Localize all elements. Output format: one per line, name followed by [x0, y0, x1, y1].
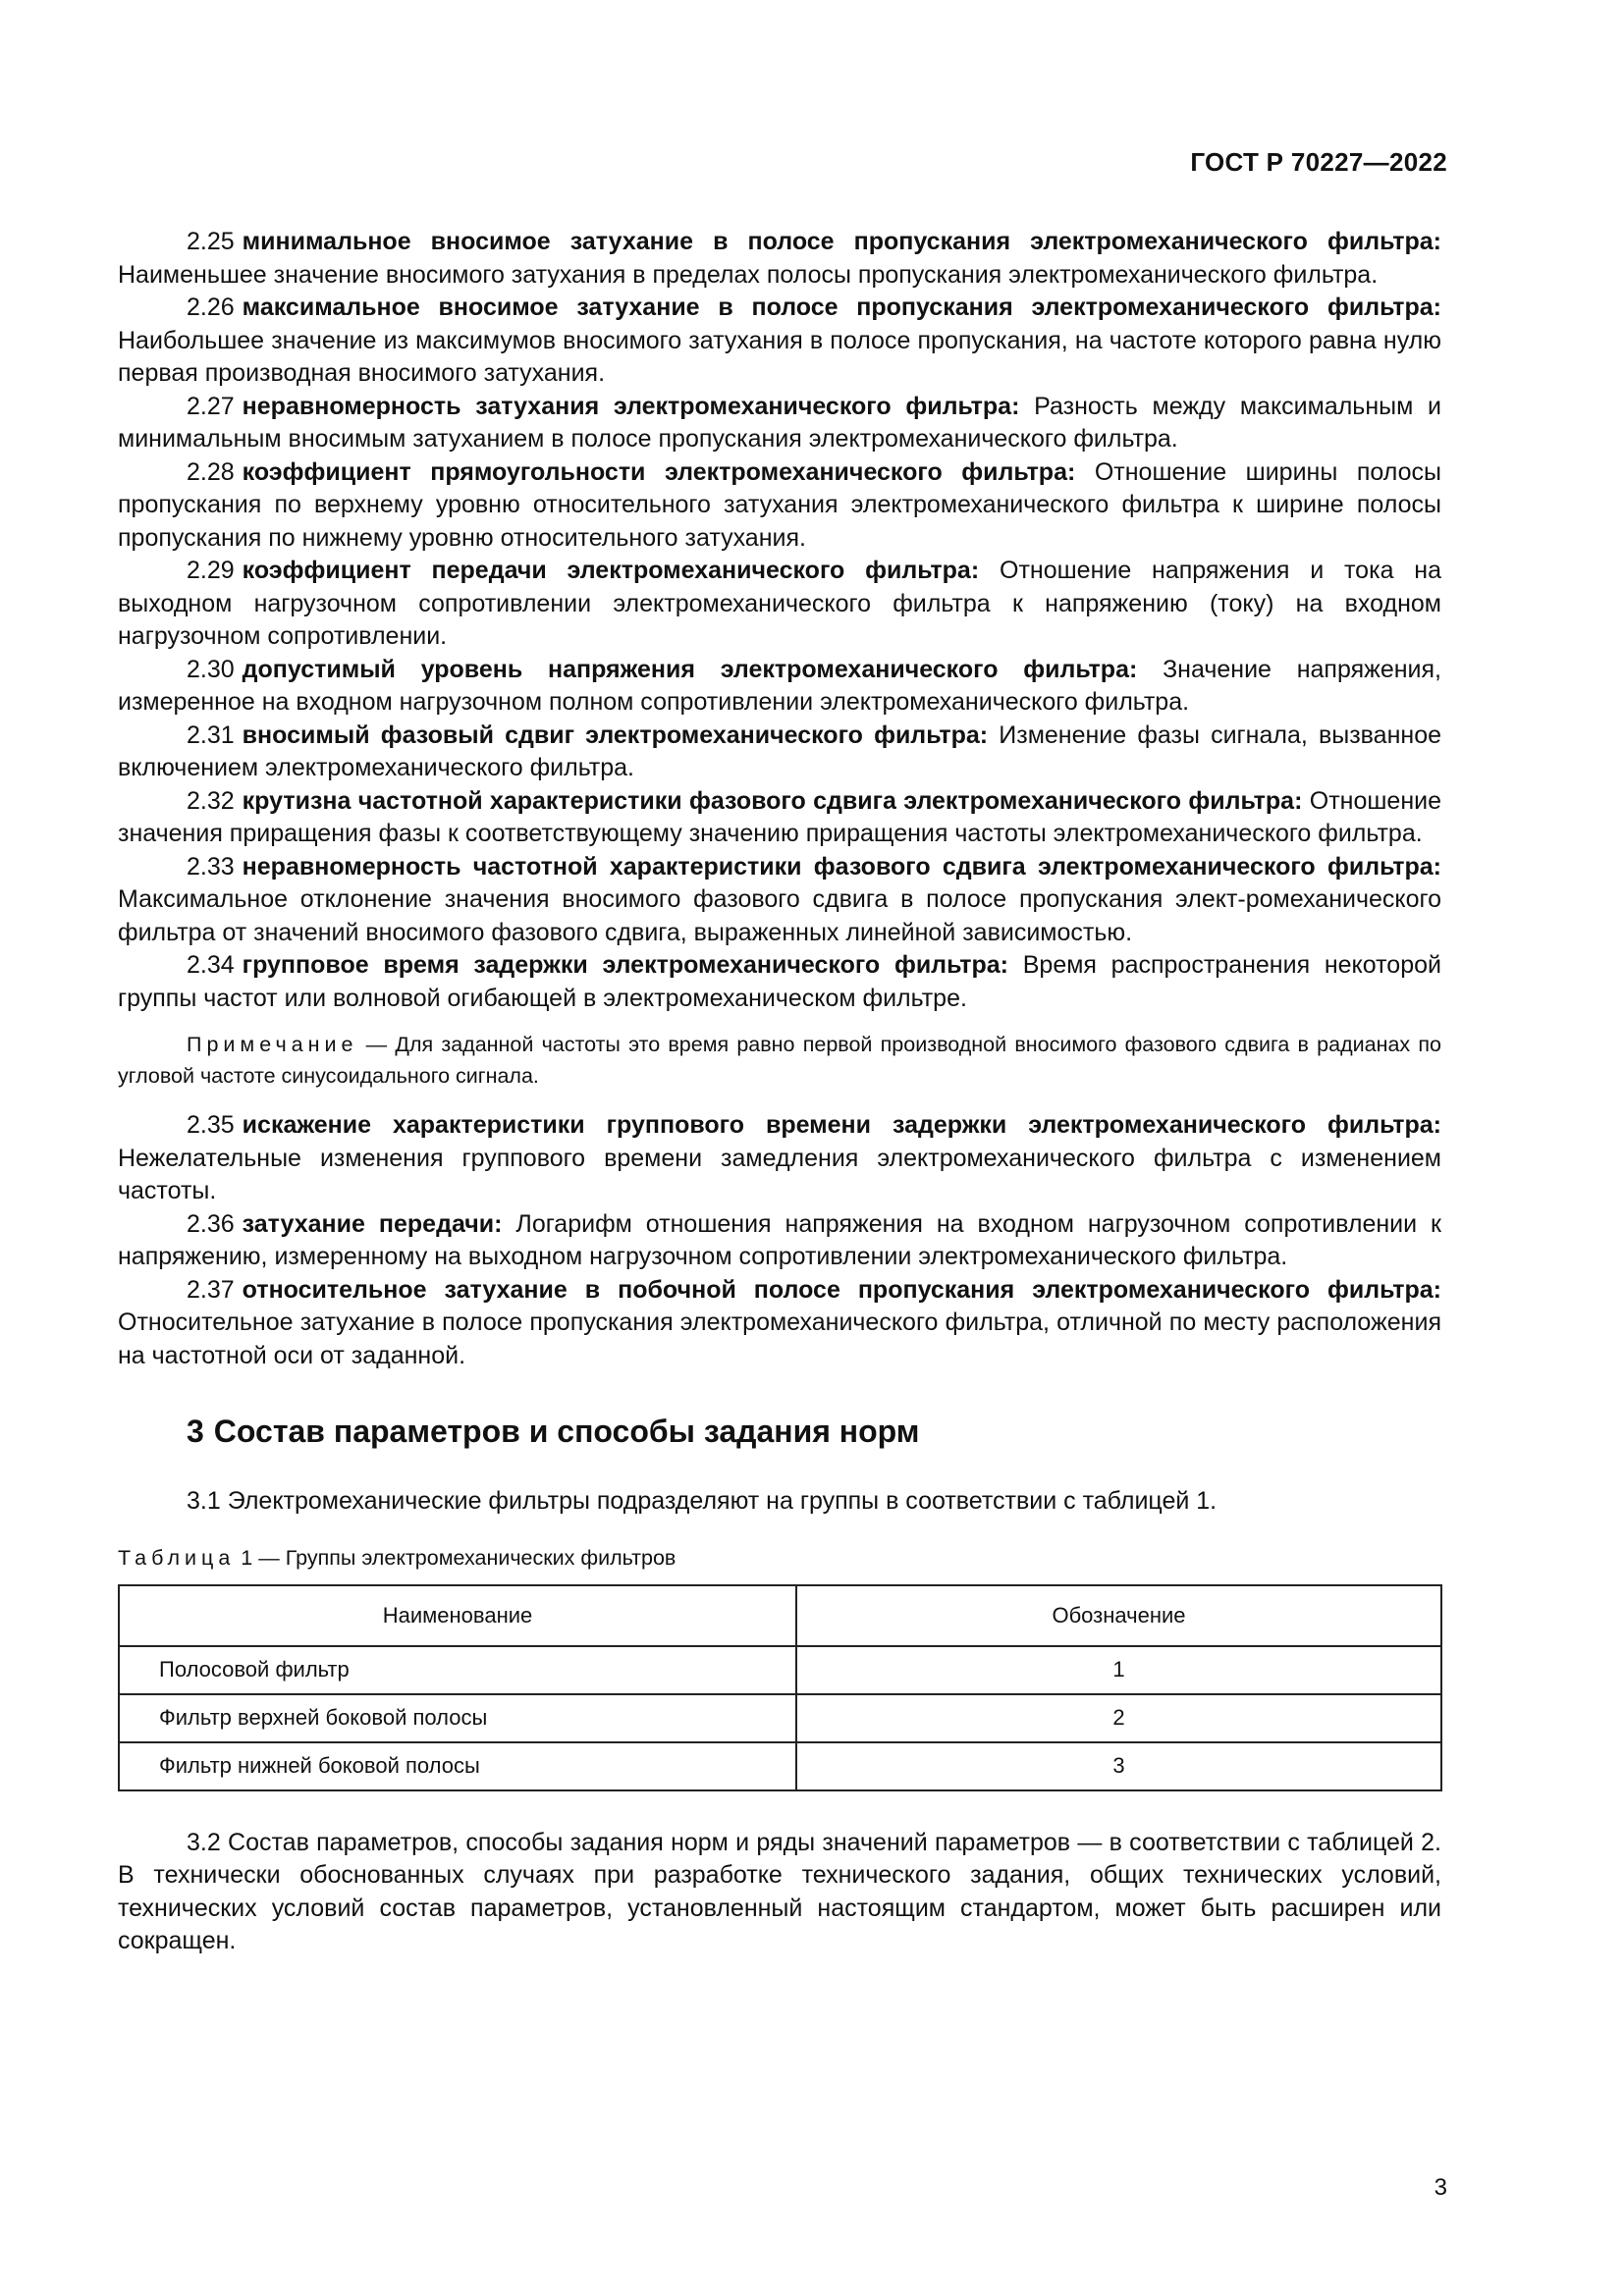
definition-2-28 [118, 456, 1441, 556]
filter-groups-table [118, 1584, 1442, 1791]
section-heading [187, 1414, 1441, 1450]
paragraph-3-1: 3.1 Электромеханические фильтры подразделяют на группы в соответствии с таблицей 1. [187, 1487, 1218, 1515]
definition-2-35 [118, 1109, 1441, 1208]
table-caption-label: Таблица [118, 1545, 236, 1570]
table-cell-name: Полосовой фильтр [119, 1646, 796, 1694]
definition-text: Разность между максимальным и минимальным вносимым затуханием в полосе пропускания электромеханического фильтра. [118, 392, 1441, 453]
section-number: 3 [187, 1414, 204, 1449]
definition-list-continued [118, 1109, 1441, 1372]
definition-2-31 [118, 720, 1441, 785]
document-header: ГОСТ Р 70227—2022 [1190, 147, 1447, 177]
definition-text: Изменение фазы сигнала, вызванное включением электромеханического фильтра. [118, 721, 1441, 781]
definition-text: Значение напряжения, измеренное на входном нагрузочном полном сопротивлении электромеханического фильтра. [118, 655, 1441, 716]
table-cell-code: 1 [796, 1646, 1441, 1694]
table-row [119, 1646, 1441, 1694]
definition-text: Отношение ширины полосы пропускания по верхнему уровню относительного затухания электромеханического фильтра к ширине полосы пропускания по нижнему уровню относительного затухания. [118, 457, 1441, 552]
definition-2-34 [118, 949, 1441, 1015]
table-cell-code: 3 [796, 1742, 1441, 1790]
definition-number: 2.36 [187, 1209, 235, 1238]
section-title: Состав параметров и способы задания норм [213, 1414, 920, 1449]
definition-text: Время распространения некоторой группы частот или волновой огибающей в электромеханическом фильтре. [118, 951, 1441, 1012]
definition-text: Наименьшее значение вносимого затухания в пределах полосы пропускания электромеханического фильтра. [118, 260, 1379, 289]
definition-2-25 [118, 226, 1441, 292]
table-row [119, 1694, 1441, 1742]
definition-2-26 [118, 292, 1441, 391]
definition-term: неравномерность частотной характеристики фазового сдвига электромеханического фильтра: [242, 852, 1441, 881]
definition-number: 2.26 [187, 294, 235, 321]
table-cell-name: Фильтр верхней боковой полосы [119, 1694, 796, 1742]
note-text: — Для заданной частоты это время равно первой производной вносимого фазового сдвига в радианах по угловой частоте синусоидального сигнала. [118, 1033, 1441, 1088]
table-caption [118, 1546, 1441, 1571]
definition-term: крутизна частотной характеристики фазового сдвига электромеханического фильтра: [242, 786, 1303, 815]
definition-2-32 [118, 785, 1441, 851]
definition-2-29 [118, 555, 1441, 654]
definition-number: 2.35 [187, 1111, 235, 1139]
definition-term: коэффициент прямоугольности электромеханического фильтра: [242, 457, 1076, 486]
definition-number: 2.37 [187, 1275, 235, 1304]
definition-number: 2.34 [187, 951, 235, 979]
table-row [119, 1742, 1441, 1790]
definition-term: максимальное вносимое затухание в полосе пропускания электромеханического фильтра: [242, 294, 1441, 321]
table-caption-text: 1 — Группы электромеханических фильтров [241, 1545, 677, 1570]
table-header-name: Наименование [119, 1585, 796, 1646]
definition-number: 2.32 [187, 786, 235, 815]
definition-text: Отношение значения приращения фазы к соответствующему значению приращения частоты электромеханического фильтра. [118, 786, 1441, 847]
definition-2-37 [118, 1274, 1441, 1373]
definition-text: Логарифм отношения напряжения на входном нагрузочном сопротивлении к напряжению, измеренному на выходном нагрузочном сопротивлении электромеханического фильтра. [118, 1209, 1441, 1270]
note [118, 1029, 1441, 1092]
definition-term: искажение характеристики группового времени задержки электромеханического фильтра: [242, 1111, 1441, 1139]
paragraph-3-2: 3.2 Состав параметров, способы задания норм и ряды значений параметров — в соответствии с таблицей 2. В технически обоснованных случаях при разработке технического задания, общих технических условий, технических условий состав параметров, установленный настоящим стандартом, может быть расширен или сокращен. [118, 1828, 1441, 1954]
table-cell-name: Фильтр нижней боковой полосы [119, 1742, 796, 1790]
definition-number: 2.25 [187, 228, 235, 255]
definition-term: неравномерность затухания электромеханического фильтра: [242, 392, 1020, 420]
page-number: 3 [1434, 2174, 1447, 2201]
definition-2-27 [118, 391, 1441, 456]
definition-2-36 [118, 1208, 1441, 1274]
definition-text: Максимальное отклонение значения вносимого фазового сдвига в полосе пропускания элект-ромеханического фильтра от значений вносимого фазового сдвига, выраженных линейной зависимостью. [118, 885, 1441, 946]
definition-number: 2.28 [187, 457, 235, 486]
definition-number: 2.31 [187, 721, 235, 749]
table-header-row [119, 1585, 1441, 1646]
definition-list [118, 226, 1441, 1015]
definition-term: допустимый уровень напряжения электромеханического фильтра: [242, 655, 1138, 683]
note-label: Примечание [187, 1033, 358, 1056]
definition-term: вносимый фазовый сдвиг электромеханического фильтра: [242, 721, 989, 749]
definition-term: относительное затухание в побочной полосе пропускания электромеханического фильтра: [242, 1275, 1441, 1304]
definition-term: групповое время задержки электромеханического фильтра: [242, 951, 1008, 979]
definition-text: Нежелательные изменения группового времени замедления электромеханического фильтра с изменением частоты. [118, 1144, 1441, 1204]
definition-text: Отношение напряжения и тока на выходном нагрузочном сопротивлении электромеханического фильтра к напряжению (току) на входном нагрузочном сопротивлении. [118, 557, 1441, 650]
definition-term: затухание передачи: [242, 1209, 503, 1238]
table-cell-code: 2 [796, 1694, 1441, 1742]
definition-number: 2.30 [187, 655, 235, 683]
definition-number: 2.29 [187, 557, 235, 584]
definition-term: коэффициент передачи электромеханического фильтра: [242, 557, 980, 584]
definition-2-30 [118, 654, 1441, 720]
definition-2-33 [118, 851, 1441, 950]
definition-number: 2.27 [187, 392, 235, 420]
table-header-code: Обозначение [796, 1585, 1441, 1646]
definition-text: Наибольшее значение из максимумов вносимого затухания в полосе пропускания, на частоте которого равна нулю первая производная вносимого затухания. [118, 326, 1441, 387]
page-content [118, 226, 1441, 1958]
definition-term: минимальное вносимое затухание в полосе пропускания электромеханического фильтра: [242, 228, 1441, 255]
definition-number: 2.33 [187, 852, 235, 881]
definition-text: Относительное затухание в полосе пропускания электромеханического фильтра, отличной по месту расположения на частотной оси от заданной. [118, 1308, 1441, 1369]
